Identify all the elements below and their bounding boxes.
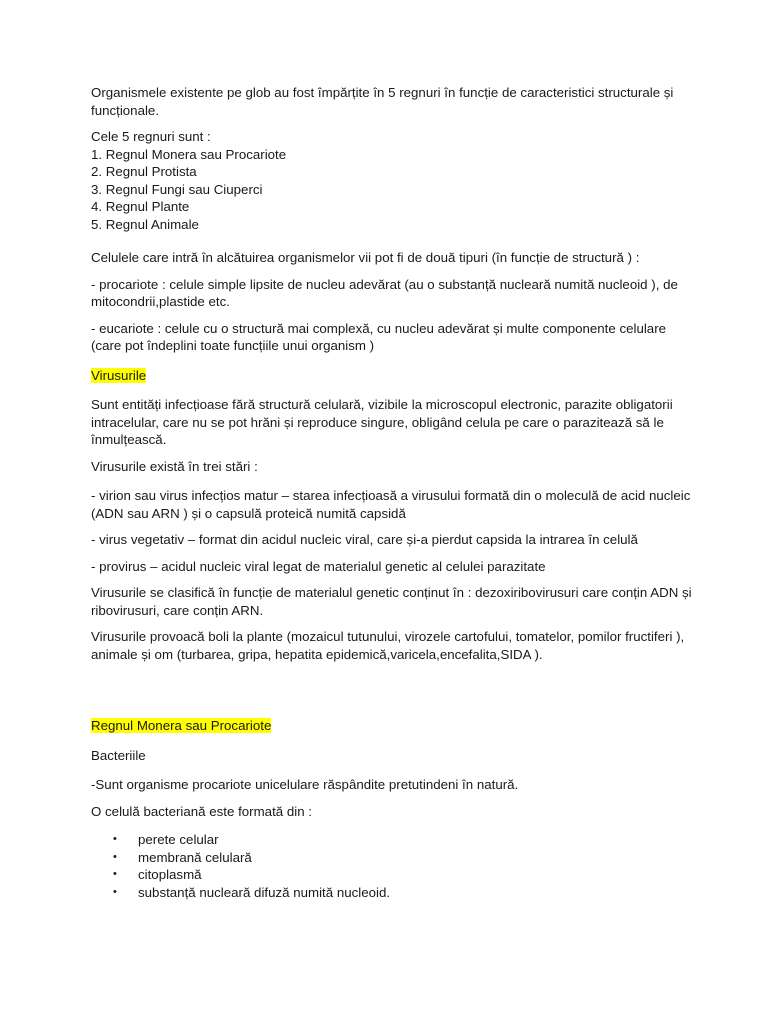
list-item: 3. Regnul Fungi sau Ciuperci [91,181,263,197]
bullet-icon: • [113,833,117,845]
monera-heading: Regnul Monera sau Procariote [91,718,272,733]
list-item: 5. Regnul Animale [91,216,199,232]
list-item: • perete celular [113,832,219,847]
celule-intro: Celulele care intră în alcătuirea organismelor vii pot fi de două tipuri (în funcție de structură ) : [91,250,640,265]
stare-virion: - virion sau virus infecțios matur – starea infecțioasă a virusului formată din o moleculă de acid nucleic (ADN sau ARN ) și o capsulă proteică numită capsidă [91,488,691,521]
stare-vegetativ: - virus vegetativ – format din acidul nucleic viral, care și-a pierdut capsida la intrarea în celulă [91,532,638,547]
bullet-icon: • [113,885,117,898]
stari-intro: Virusurile există în trei stări : [91,458,258,474]
regnuri-heading: Cele 5 regnuri sunt : [91,129,211,144]
virusuri-heading: Virusurile [91,367,147,383]
list-item: 4. Regnul Plante [91,199,190,214]
celula-intro: O celulă bacteriană este formată din : [91,803,312,819]
list-item: 1. Regnul Monera sau Procariote [91,146,287,162]
boli-paragraph: Virusurile provoacă boli la plante (mozaicul tutunului, virozele cartofului, tomatelor, pomilor fructiferi ), animale și om (turbarea, gripa, hepatita epidemică,varicela,encefalita,SIDA ). [91,629,685,662]
regnuri-list [91,146,698,234]
stare-provirus: - provirus – acidul nucleic viral legat de materialul genetic al celulei parazitate [91,558,546,574]
list-item: • citoplasmă [113,867,202,882]
bacterii-definition: -Sunt organisme procariote unicelulare răspândite pretutindeni în natură. [91,777,519,792]
procariote-paragraph: - procariote : celule simple lipsite de nucleu adevărat (au o substanță nucleară numită nucleoid ), de mitocondrii,plastide etc. [91,276,678,309]
eucariote-paragraph: - eucariote : celule cu o structură mai complexă, cu nucleu adevărat și multe componente celulare (care pot îndeplini toate funcțiile unui organism ) [91,320,667,353]
virusuri-definition: Sunt entități infecțioase fără structură celulară, vizibile la microscopul electronic, parazite obligatorii intracelular, care nu se pot hrăni și reproduce singure, obligând celula pe care o parazitează să le înmulțească. [91,397,673,447]
bullet-icon: • [113,868,117,880]
bacterii-heading: Bacteriile [91,747,146,763]
intro-paragraph: Organismele existente pe glob au fost împărțite în 5 regnuri în funcție de caracteristici structurale și funcționale. [91,85,674,118]
bullet-icon: • [113,850,117,863]
list-item: 2. Regnul Protista [91,164,197,179]
componente-list [91,831,698,901]
list-item: • substanță nucleară difuză numită nucleoid. [113,884,391,900]
list-item: • membrană celulară [113,849,252,865]
clasificare-paragraph: Virusurile se clasifică în funcție de materialul genetic conținut în : dezoxiribovirusuri care conțin ADN și ribovirusuri, care conțin ARN. [91,585,692,618]
